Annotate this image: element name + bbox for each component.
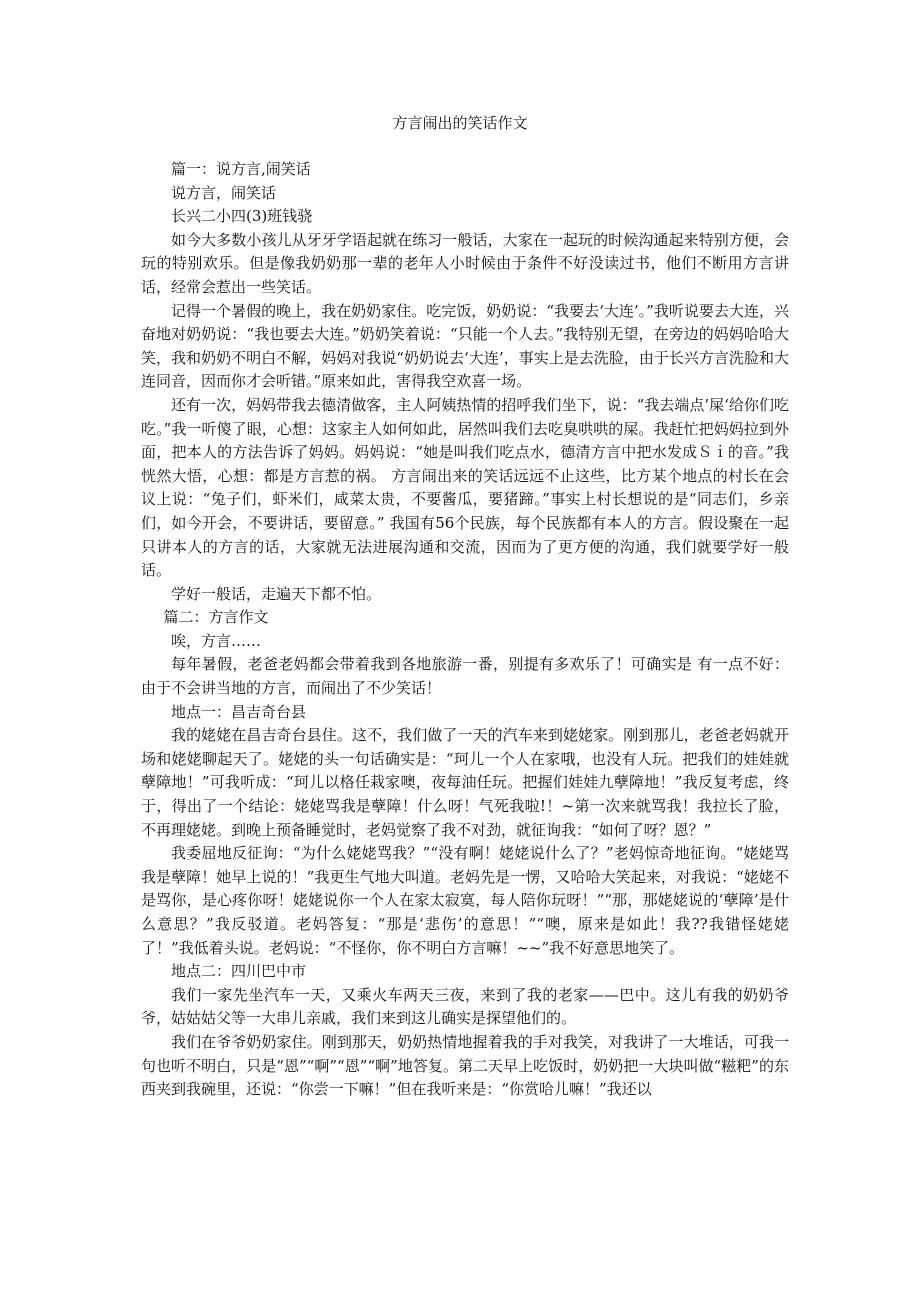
paragraph: 我们一家先坐汽车一天，又乘火车两天三夜，来到了我的老家——巴中。这儿有我的奶奶爷爷，姑姑姑父等一大串儿亲戚，我们来到这儿确实是探望他们的。 — [141, 985, 789, 1028]
document-body — [141, 158, 789, 1102]
location-heading: 地点一：昌吉奇台县 — [171, 702, 307, 721]
paragraph: 如今大多数小孩儿从牙牙学语起就在练习一般话，大家在一起玩的时候沟通起来特别方便，会玩的特别欢乐。但是像我奶奶那一辈的老年人小时候由于条件不好没读过书，他们不断用方言讲话，经常会惹出一些笑话。 — [141, 230, 789, 296]
paragraph: 记得一个暑假的晚上，我在奶奶家住。吃完饭，奶奶说：“我要去‘大连’。”我听说要去大连，兴奋地对奶奶说：“我也要去大连。”奶奶笑着说：“只能一个人去。”我特别无望，在旁边的妈妈哈哈大笑，我和奶奶不明白不解，妈妈对我说“奶奶说去‘大连’，事实上是去洗脸，由于长兴方言洗脸和大连同音，因而你才会听错。”原来如此，害得我空欢喜一场。 — [141, 301, 789, 391]
paragraph: 还有一次，妈妈带我去德清做客，主人阿姨热情的招呼我们坐下，说：“我去端点’屎‘给你们吃吃。”我一听傻了眼，心想：这家主人如何如此，居然叫我们去吃臭哄哄的屎。我赶忙把妈妈拉到外面，把本人的方法告诉了妈妈。妈妈说：“她是叫我们吃点水，德清方言中把水发成Ｓｉ的音。”我恍然大悟，心想：都是方言惹的祸。 方言闹出来的笑话远远不止这些，比方某个地点的村长在会议上说：“兔子们，虾米们，咸菜太贵，不要酱瓜，要猪蹄。”事实上村长想说的是“同志们，乡亲们，如今开会，不要讲话，要留意。” 我国有56个民族，每个民族都有本人的方言。假设聚在一起只讲本人的方言的话，大家就无法进展沟通和交流，因而为了更方便的沟通，我们就要学好一般话。 — [141, 395, 789, 580]
essay-title: 说方言，闹笑话 — [171, 183, 277, 202]
location-heading: 地点二：四川巴中市 — [171, 962, 307, 981]
document-title: 方言闹出的笑话作文 — [392, 114, 528, 132]
section-heading: 篇二：方言作文 — [163, 608, 269, 627]
essay-author: 长兴二小四(3)班钱骁 — [171, 207, 313, 226]
section-heading: 篇一：说方言,闹笑话 — [171, 160, 311, 178]
paragraph: 我委屈地反征询：“为什么姥姥骂我？”“没有啊！姥姥说什么了？”老妈惊奇地征询。“姥姥骂我是孽障！她早上说的！”我更生气地大叫道。老妈先是一愣，又哈哈大笑起来，对我说：“姥姥不是骂你，是心疼你呀！姥姥说你一个人在家太寂寞，每人陪你玩呀！”“那，那姥姥说的‘孽障’是什么意思？”我反驳道。老妈答复：“那是‘悲伤’的意思！”“噢，原来是如此！我??我错怪姥姥了！”我低着头说。老妈说：“不怪你，你不明白方言嘛！~~”我不好意思地笑了。 — [141, 844, 789, 957]
paragraph: 学好一般话，走遍天下都不怕。 — [171, 584, 382, 603]
paragraph: 我的姥姥在昌吉奇台县住。这不，我们做了一天的汽车来到姥姥家。刚到那儿，老爸老妈就开场和姥姥聊起天了。姥姥的头一句话确实是：“珂儿一个人在家哦，也没有人玩。把我们的娃娃就孽障地！”可我听成：“珂儿以格任栽家噢，夜每油任玩。把握们娃娃九孽障地！”我反复考虑，终于，得出了一个结论：姥姥骂我是孽障！什么呀！气死我啦!！~第一次来就骂我！我拉长了脸，不再理姥姥。到晚上预备睡觉时，老妈觉察了我不对劲，就征询我：“如何了呀？恩？” — [141, 726, 789, 839]
paragraph: 每年暑假，老爸老妈都会带着我到各地旅游一番，别提有多欢乐了！可确实是 有一点不好：由于不会讲当地的方言，而闹出了不少笑话！ — [141, 655, 789, 698]
paragraph: 我们在爷爷奶奶家住。刚到那天，奶奶热情地握着我的手对我笑，对我讲了一大堆话，可我一句也听不明白，只是“恩”“啊”“恩”“啊”地答复。第二天早上吃饭时，奶奶把一大块叫做“糍粑”的东西夹到我碗里，还说：“你尝一下嘛！”但在我听来是：“你赏哈儿嘛！”我还以 — [141, 1032, 789, 1099]
essay-title: 唉，方言…… — [171, 631, 262, 650]
